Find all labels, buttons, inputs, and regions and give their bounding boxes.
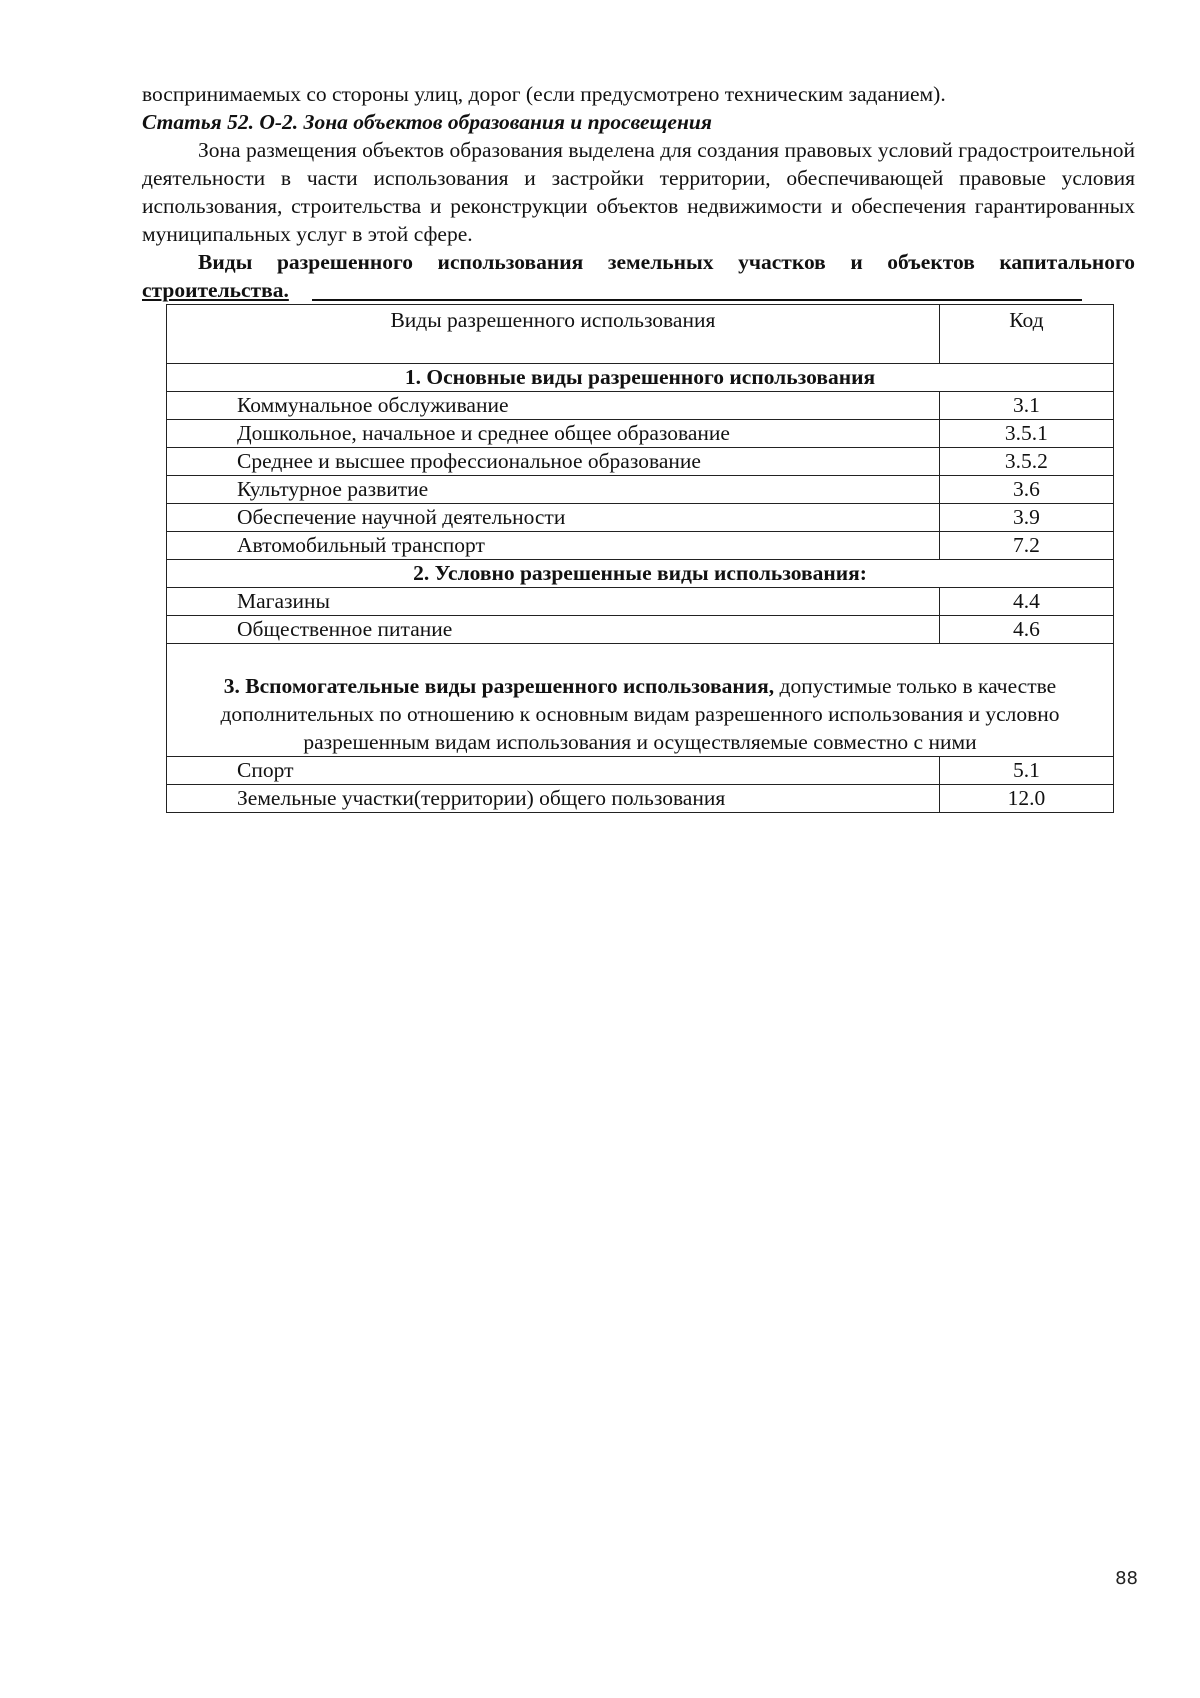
section3-title-rest: допустимые только в качестве дополнительных по отношению к основным видам разрешенного использования и условно разрешенным видам использования и осуществляемые совместно с ними — [220, 674, 1060, 754]
use-code: 4.6 — [939, 616, 1113, 644]
use-name: Среднее и высшее профессиональное образование — [167, 448, 940, 476]
page-number: 88 — [1115, 1568, 1138, 1589]
use-name: Культурное развитие — [167, 476, 940, 504]
table-row — [167, 476, 1114, 504]
header-code: Код — [939, 305, 1113, 364]
use-code: 3.1 — [939, 392, 1113, 420]
use-code: 3.5.1 — [939, 420, 1113, 448]
section-row — [167, 364, 1114, 392]
heading-fill-line — [312, 299, 1082, 301]
permitted-uses-table — [166, 304, 1114, 813]
section3-title-bold: 3. Вспомогательные виды разрешенного использования, — [223, 674, 775, 698]
table-row — [167, 588, 1114, 616]
zone-description-paragraph: Зона размещения объектов образования выделена для создания правовых условий градостроительной деятельности в части использования и застройки территории, обеспечивающей правовые условия использования, строительства и реконструкции объектов недвижимости и обеспечения гарантированных муниципальных услуг в этой сфере. — [142, 138, 1135, 246]
use-code: 12.0 — [939, 785, 1113, 813]
use-name: Магазины — [167, 588, 940, 616]
article-heading: Статья 52. О-2. Зона объектов образования и просвещения — [142, 110, 712, 134]
use-code: 4.4 — [939, 588, 1113, 616]
use-name: Коммунальное обслуживание — [167, 392, 940, 420]
table-row — [167, 616, 1114, 644]
use-code: 3.6 — [939, 476, 1113, 504]
table-row — [167, 504, 1114, 532]
section2-title: 2. Условно разрешенные виды использования: — [167, 560, 1114, 588]
table-row — [167, 448, 1114, 476]
table-row — [167, 392, 1114, 420]
use-name: Автомобильный транспорт — [167, 532, 940, 560]
header-uses: Виды разрешенного использования — [167, 305, 940, 364]
permitted-uses-heading-part2: строительства. — [142, 278, 289, 302]
intro-line: воспринимаемых со стороны улиц, дорог (если предусмотрено техническим заданием). — [142, 82, 946, 106]
section-row — [167, 644, 1114, 757]
section3-title — [167, 644, 1114, 757]
permitted-uses-heading-part1: Виды разрешенного использования земельных участков и объектов капитального — [198, 250, 1135, 274]
use-name: Дошкольное, начальное и среднее общее образование — [167, 420, 940, 448]
table-row — [167, 420, 1114, 448]
permitted-uses-heading — [142, 248, 1135, 304]
use-name: Обеспечение научной деятельности — [167, 504, 940, 532]
use-code: 5.1 — [939, 757, 1113, 785]
table-row — [167, 757, 1114, 785]
table-row — [167, 785, 1114, 813]
use-name: Спорт — [167, 757, 940, 785]
use-code: 7.2 — [939, 532, 1113, 560]
use-code: 3.5.2 — [939, 448, 1113, 476]
section1-title: 1. Основные виды разрешенного использования — [167, 364, 1114, 392]
use-code: 3.9 — [939, 504, 1113, 532]
use-name: Общественное питание — [167, 616, 940, 644]
section-row — [167, 560, 1114, 588]
table-row — [167, 532, 1114, 560]
use-name: Земельные участки(территории) общего пользования — [167, 785, 940, 813]
table-header-row — [167, 305, 1114, 364]
